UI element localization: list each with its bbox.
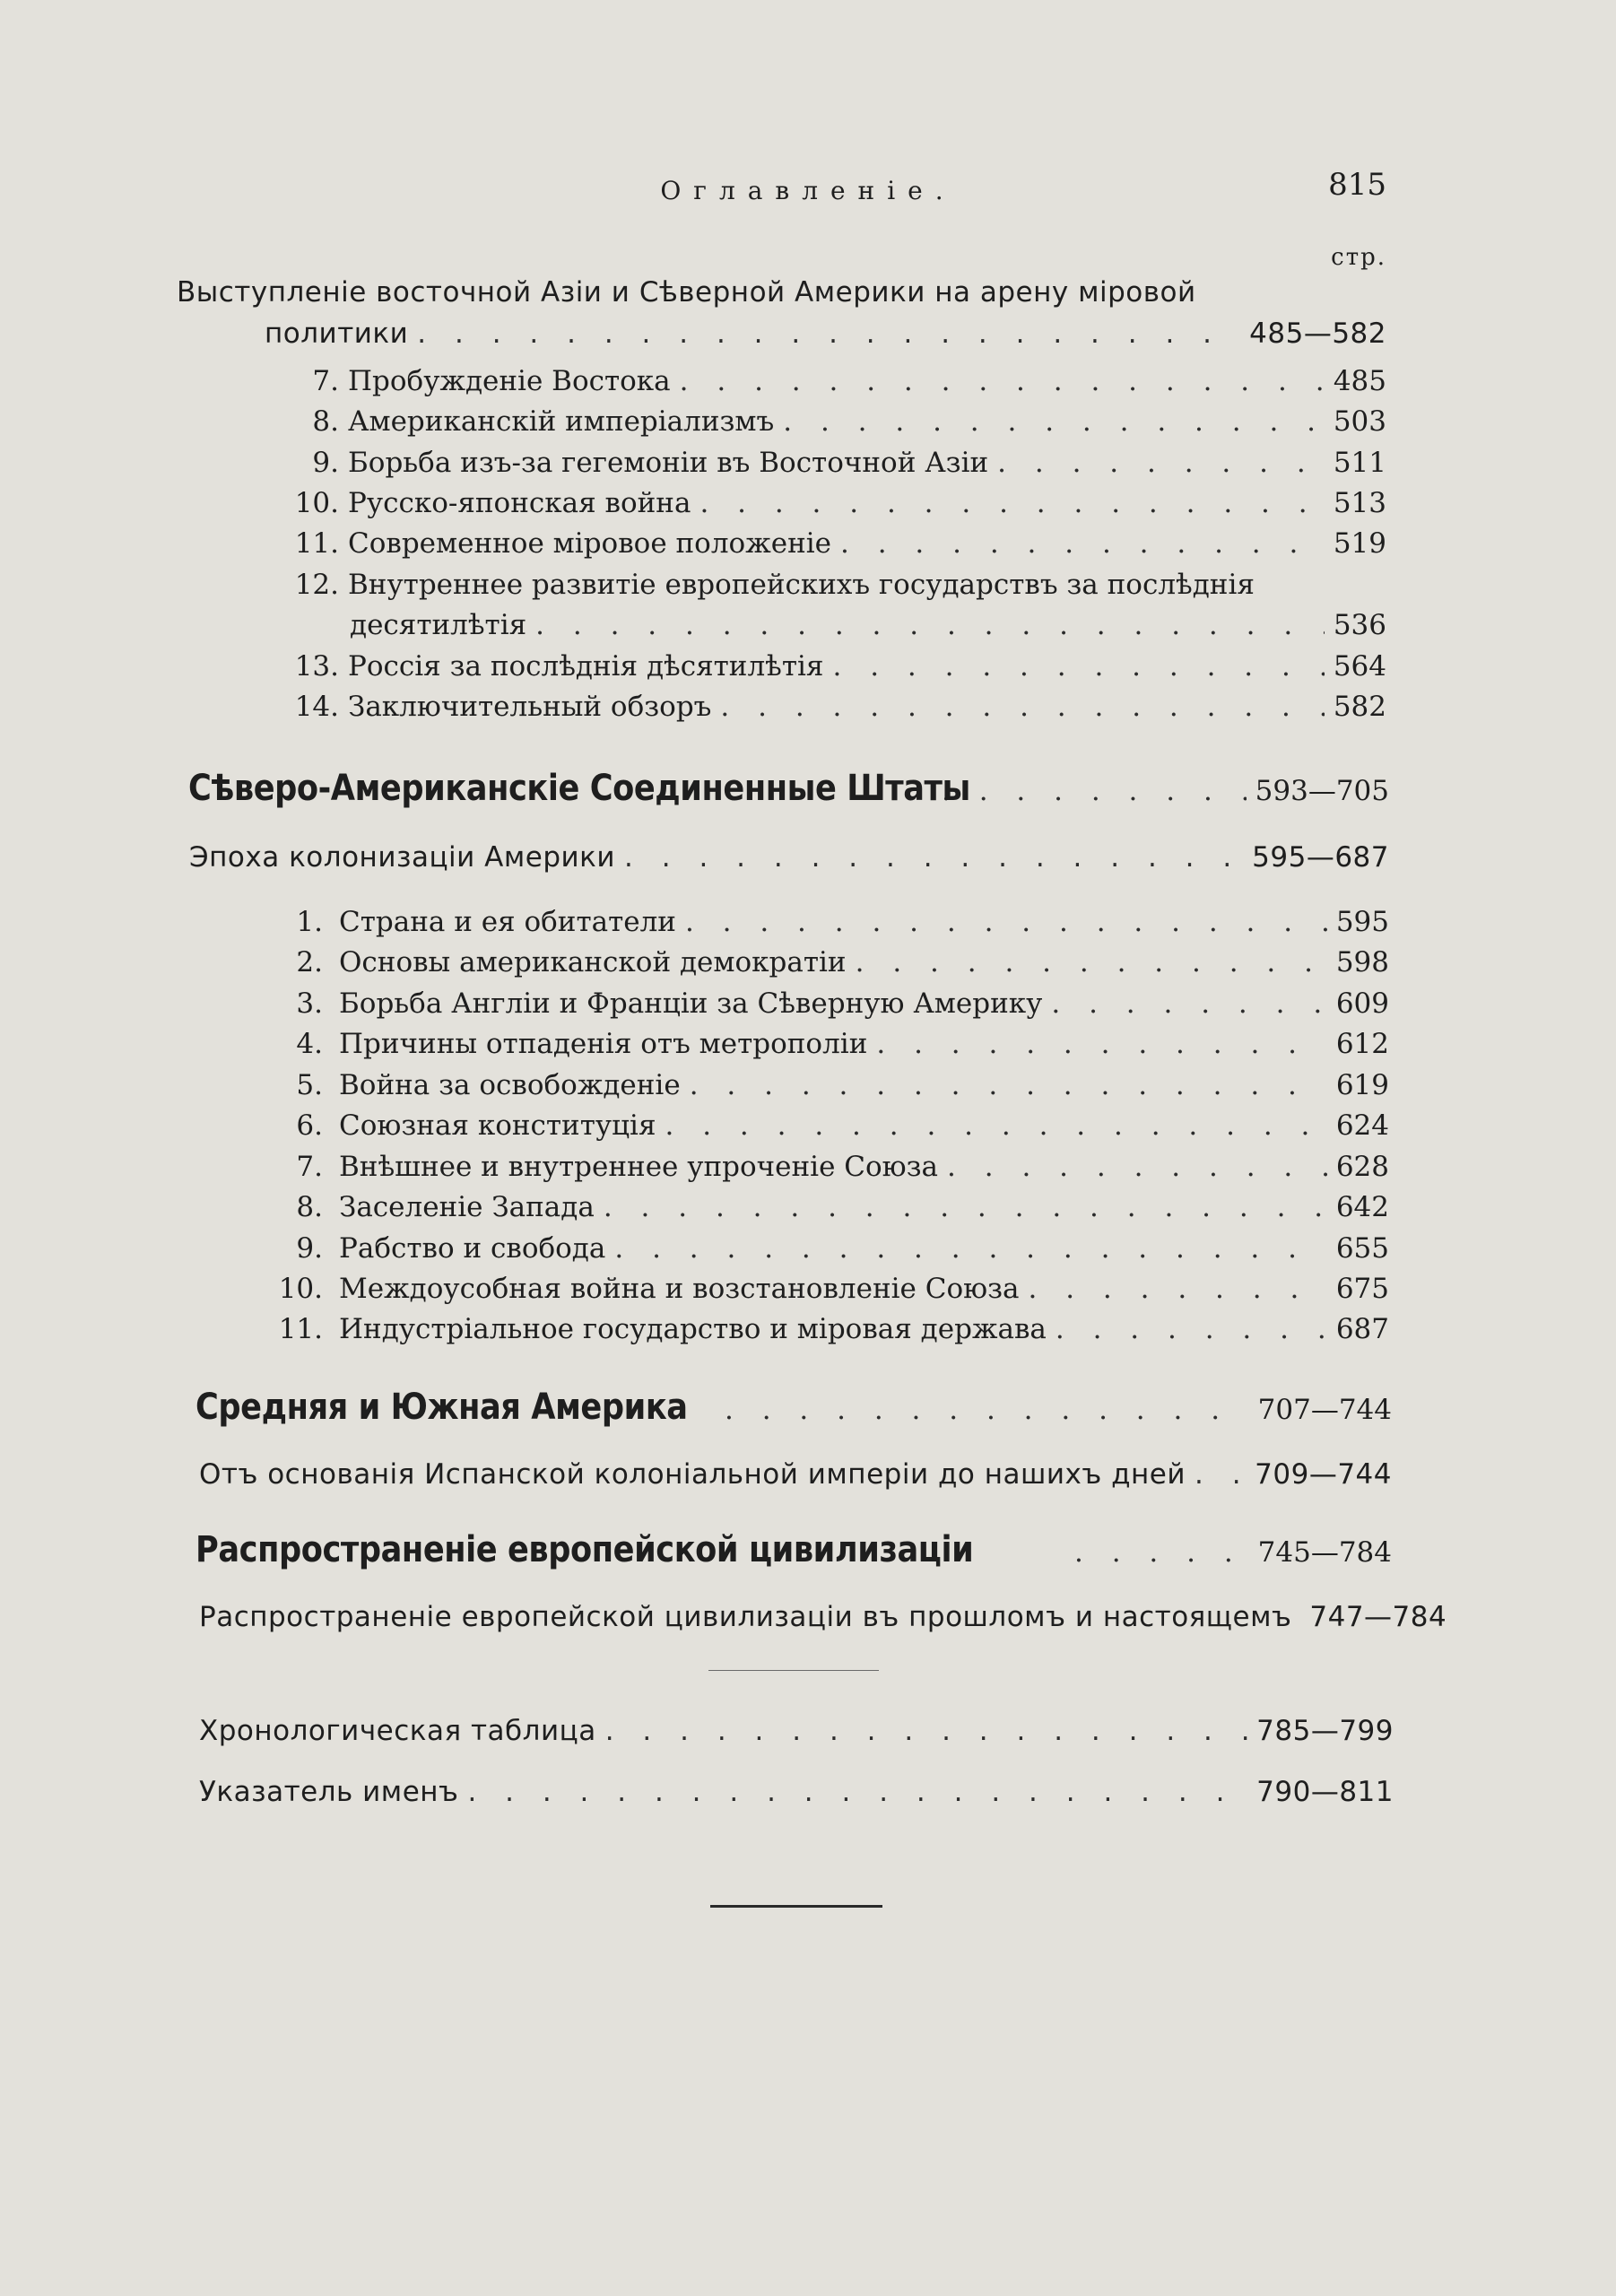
toc-entry-subsection	[189, 841, 1389, 874]
chapter-page: 628	[1335, 1151, 1389, 1183]
leader-dots	[997, 447, 1325, 479]
chapter-number: 1.	[296, 906, 323, 938]
leader-dots	[856, 946, 1327, 978]
leader-dots	[665, 1109, 1327, 1142]
chapter-title: Рабство и свобода	[339, 1232, 606, 1265]
chapter-number: 10.	[278, 1273, 323, 1305]
chapter-number: 14.	[294, 691, 339, 723]
leader-dots	[942, 775, 1247, 807]
subsection-title: Отъ основанія Испанской колоніальной имперіи до нашихъ дней	[199, 1458, 1186, 1491]
chapter-number: 13.	[294, 650, 339, 683]
chapter-title: Современное міровое положеніе	[348, 527, 831, 560]
chapter-title-continued: десятилѣтія	[350, 609, 527, 641]
leader-dots	[604, 1191, 1327, 1223]
chapter-title: Борьба изъ-за гегемоніи въ Восточной Азіи	[348, 447, 989, 479]
toc-entry	[265, 487, 1386, 519]
page-range: 790—811	[1256, 1776, 1394, 1808]
chapter-number: 5.	[296, 1069, 323, 1101]
chapter-number: 7.	[312, 365, 339, 397]
part-title-latam: Средняя и Южная Америка	[195, 1387, 688, 1428]
leader-dots	[535, 609, 1325, 641]
chapter-title: Внутреннее развитіе европейскихъ государствъ за послѣднія	[348, 569, 1255, 601]
running-head	[0, 167, 1616, 221]
toc-entry-subsection	[199, 1458, 1392, 1491]
toc-entry-appendix	[199, 1776, 1394, 1808]
toc-entry-appendix	[199, 1715, 1394, 1747]
page-range: 593—705	[1255, 775, 1389, 807]
page-range: 709—744	[1255, 1458, 1392, 1491]
subsection-title: Эпоха колонизаціи Америки	[189, 841, 616, 874]
toc-entry	[274, 1151, 1389, 1183]
toc-entry-part-latam	[195, 1387, 1392, 1428]
toc-entry	[265, 405, 1386, 438]
page-range: 747—784	[1309, 1601, 1447, 1633]
toc-entry	[274, 1313, 1389, 1345]
chapter-title: Россія за послѣднія дѣсятилѣтія	[348, 650, 824, 683]
toc-entry	[265, 691, 1386, 723]
chapter-title: Союзная конституція	[339, 1109, 656, 1142]
chapter-title: Заключительный обзоръ	[348, 691, 712, 723]
chapter-number: 11.	[294, 527, 339, 560]
chapter-page: 503	[1333, 405, 1386, 438]
chapter-number: 4.	[296, 1028, 323, 1060]
toc-entry	[274, 987, 1389, 1020]
page-range: 595—687	[1252, 841, 1389, 874]
toc-entry	[265, 365, 1386, 397]
chapter-title: Междоусобная война и возстановленіе Союза	[339, 1273, 1020, 1305]
section-title-asia-line2: политики	[265, 317, 409, 350]
leader-dots	[1056, 1313, 1327, 1345]
chapter-page: 612	[1335, 1028, 1389, 1060]
leader-dots	[1195, 1458, 1246, 1491]
chapter-number: 8.	[296, 1191, 323, 1223]
chapter-page: 511	[1333, 447, 1386, 479]
chapter-title: Страна и ея обитатели	[339, 906, 676, 938]
toc-entry-continued	[350, 609, 1386, 641]
running-title: Оглавленіе.	[660, 176, 956, 205]
toc-entry	[265, 650, 1386, 683]
leader-dots	[699, 487, 1324, 519]
chapter-number: 10.	[294, 487, 339, 519]
section-title-asia-line1: Выступленіе восточной Азіи и Сѣверной Америки на арену міровой	[177, 276, 1196, 309]
chapter-title: Индустріальное государство и міровая держава	[339, 1313, 1047, 1345]
leader-dots	[417, 317, 1240, 350]
chapter-number: 11.	[278, 1313, 323, 1345]
leader-dots	[720, 691, 1324, 723]
toc-entry	[274, 906, 1389, 938]
toc-entry	[274, 1273, 1389, 1305]
divider-rule	[708, 1670, 879, 1671]
page-number: 815	[1328, 167, 1386, 203]
chapter-number: 9.	[312, 447, 339, 479]
toc-entry	[274, 1191, 1389, 1223]
chapter-title: Американскій имперіализмъ	[348, 405, 775, 438]
leader-dots	[1029, 1273, 1327, 1305]
chapter-number: 7.	[296, 1151, 323, 1183]
page-range: 745—784	[1257, 1536, 1392, 1569]
leader-dots	[840, 527, 1325, 560]
chapter-number: 8.	[312, 405, 339, 438]
chapter-title: Пробужденіе Востока	[348, 365, 671, 397]
leader-dots	[624, 841, 1243, 874]
part-title-usa: Сѣверо-Американскіе Соединенные Штаты	[188, 768, 970, 809]
leader-dots	[1051, 987, 1326, 1020]
chapter-title: Борьба Англіи и Франціи за Сѣверную Америку	[339, 987, 1043, 1020]
appendix-title: Хронологическая таблица	[199, 1715, 596, 1747]
toc-entry	[274, 1028, 1389, 1060]
chapter-page: 687	[1335, 1313, 1389, 1345]
leader-dots	[614, 1232, 1326, 1265]
toc-entry-subsection	[199, 1601, 1447, 1633]
chapter-page: 582	[1333, 691, 1386, 723]
chapter-page: 485	[1333, 365, 1386, 397]
chapter-page: 595	[1335, 906, 1389, 938]
toc-entry	[274, 1232, 1389, 1265]
leader-dots	[1074, 1536, 1249, 1569]
toc-entry-part-usa	[188, 768, 1389, 809]
toc-entry	[274, 1109, 1389, 1142]
leader-dots	[783, 405, 1325, 438]
leader-dots	[725, 1394, 1249, 1426]
chapter-number: 3.	[296, 987, 323, 1020]
chapter-page: 675	[1335, 1273, 1389, 1305]
chapter-title: Основы американской демократіи	[339, 946, 847, 978]
chapter-number: 9.	[296, 1232, 323, 1265]
leader-dots	[690, 1069, 1327, 1101]
chapter-number: 6.	[296, 1109, 323, 1142]
toc-entry	[265, 527, 1386, 560]
chapter-page: 564	[1333, 650, 1386, 683]
leader-dots	[876, 1028, 1326, 1060]
page-range: 785—799	[1256, 1715, 1394, 1747]
leader-dots	[832, 650, 1324, 683]
toc-entry	[265, 569, 1386, 601]
toc-entry	[274, 1069, 1389, 1101]
leader-dots	[467, 1776, 1247, 1808]
leader-dots	[685, 906, 1327, 938]
chapter-page: 624	[1335, 1109, 1389, 1142]
subsection-title: Распространеніе европейской цивилизаціи въ прошломъ и настоящемъ	[199, 1601, 1292, 1633]
chapter-title: Война за освобожденіе	[339, 1069, 681, 1101]
chapter-page: 655	[1335, 1232, 1389, 1265]
leader-dots	[947, 1151, 1327, 1183]
chapter-page: 609	[1335, 987, 1389, 1020]
chapter-title: Внѣшнее и внутреннее упроченіе Союза	[339, 1151, 939, 1183]
chapter-page: 536	[1333, 609, 1386, 641]
chapter-page: 513	[1333, 487, 1386, 519]
part-title-civ: Распространеніе европейской цивилизаціи	[195, 1529, 974, 1570]
toc-entry-section-asia	[265, 317, 1386, 350]
page-range: 707—744	[1257, 1394, 1392, 1426]
chapter-number: 2.	[296, 946, 323, 978]
closing-rule	[710, 1905, 882, 1908]
chapter-page: 519	[1333, 527, 1386, 560]
chapter-title: Русско-японская война	[348, 487, 691, 519]
toc-entry	[265, 447, 1386, 479]
leader-dots	[605, 1715, 1247, 1747]
appendix-title: Указатель именъ	[199, 1776, 459, 1808]
chapter-number: 12.	[294, 569, 339, 601]
leader-dots	[680, 365, 1325, 397]
chapter-page: 619	[1335, 1069, 1389, 1101]
chapter-title: Причины отпаденія отъ метрополіи	[339, 1028, 868, 1060]
page-column-label: стр.	[1331, 244, 1386, 271]
toc-entry	[274, 946, 1389, 978]
chapter-title: Заселеніе Запада	[339, 1191, 595, 1223]
chapter-page: 598	[1335, 946, 1389, 978]
page-range: 485—582	[1249, 317, 1386, 350]
toc-entry-part-civ	[195, 1529, 1392, 1570]
chapter-page: 642	[1335, 1191, 1389, 1223]
